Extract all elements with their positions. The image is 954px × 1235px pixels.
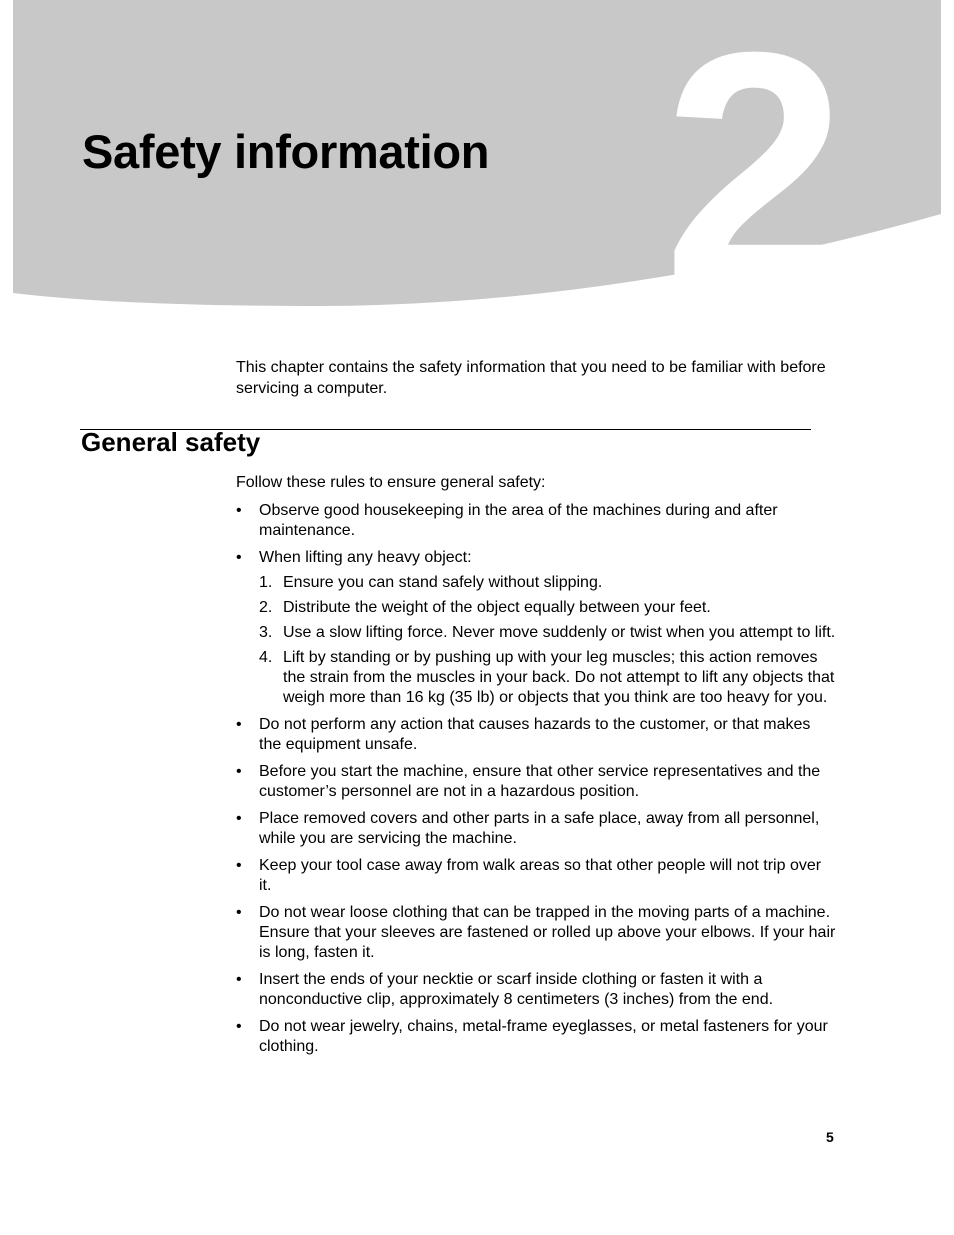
list-item-text: Insert the ends of your necktie or scarf inside clothing or fasten it with a nonconductive clip, approximately 8 centimeters (3 inches) from the end. [259, 971, 774, 1008]
section-lead: Follow these rules to ensure general safety: [236, 474, 546, 491]
list-item-text: Do not perform any action that causes hazards to the customer, or that makes the equipment unsafe. [259, 716, 811, 753]
step-number: 2. [259, 599, 273, 616]
page-number: 5 [826, 1129, 834, 1145]
list-item [236, 970, 836, 1010]
chapter-number: 2 [663, 0, 837, 352]
bullet-icon: • [236, 763, 242, 780]
step-text: Ensure you can stand safely without slipping. [283, 574, 603, 591]
list-item-text: When lifting any heavy object: [259, 549, 472, 566]
intro-paragraph: This chapter contains the safety information that you need to be familiar with before servicing a computer. [236, 359, 826, 397]
step-number: 3. [259, 624, 273, 641]
bullet-icon: • [236, 810, 242, 827]
safety-rules-list [236, 501, 836, 1057]
list-item-text: Keep your tool case away from walk areas so that other people will not trip over it. [259, 857, 822, 894]
list-item [236, 809, 836, 849]
list-item [236, 762, 836, 802]
list-item [236, 1017, 836, 1057]
bullet-icon: • [236, 904, 242, 921]
step-item [259, 573, 836, 593]
bullet-icon: • [236, 971, 242, 988]
list-item-text: Do not wear jewelry, chains, metal-frame eyeglasses, or metal fasteners for your clothing. [259, 1018, 828, 1055]
step-number: 4. [259, 649, 273, 666]
list-item-text: Observe good housekeeping in the area of the machines during and after maintenance. [259, 502, 778, 539]
step-text: Use a slow lifting force. Never move suddenly or twist when you attempt to lift. [283, 624, 836, 641]
bullet-icon: • [236, 716, 242, 733]
list-item [236, 903, 836, 963]
bullet-icon: • [236, 1018, 242, 1035]
list-item-text: Do not wear loose clothing that can be trapped in the moving parts of a machine. Ensure that your sleeves are fastened or rolled up above your elbows. If your hair is long, fasten it. [259, 904, 836, 961]
step-text: Lift by standing or by pushing up with your leg muscles; this action removes the strain from the muscles in your back. Do not attempt to lift any objects that weigh more than 16 kg (35 lb) or objects that you think are too heavy for you. [283, 649, 835, 706]
list-item [236, 856, 836, 896]
section-content [236, 473, 836, 1064]
step-text: Distribute the weight of the object equally between your feet. [283, 599, 711, 616]
step-item [259, 598, 836, 618]
step-item [259, 648, 836, 708]
bullet-icon: • [236, 549, 242, 566]
list-item [236, 548, 836, 708]
step-item [259, 623, 836, 643]
section-title: General safety [81, 427, 261, 457]
chapter-title: Safety information [82, 125, 490, 178]
step-number: 1. [259, 574, 273, 591]
bullet-icon: • [236, 857, 242, 874]
list-item [236, 501, 836, 541]
list-item [236, 715, 836, 755]
bullet-icon: • [236, 502, 242, 519]
list-item-text: Place removed covers and other parts in a safe place, away from all personnel, while you are servicing the machine. [259, 810, 820, 847]
list-item-text: Before you start the machine, ensure that other service representatives and the customer’s personnel are not in a hazardous position. [259, 763, 821, 800]
lifting-steps-list [259, 573, 836, 708]
